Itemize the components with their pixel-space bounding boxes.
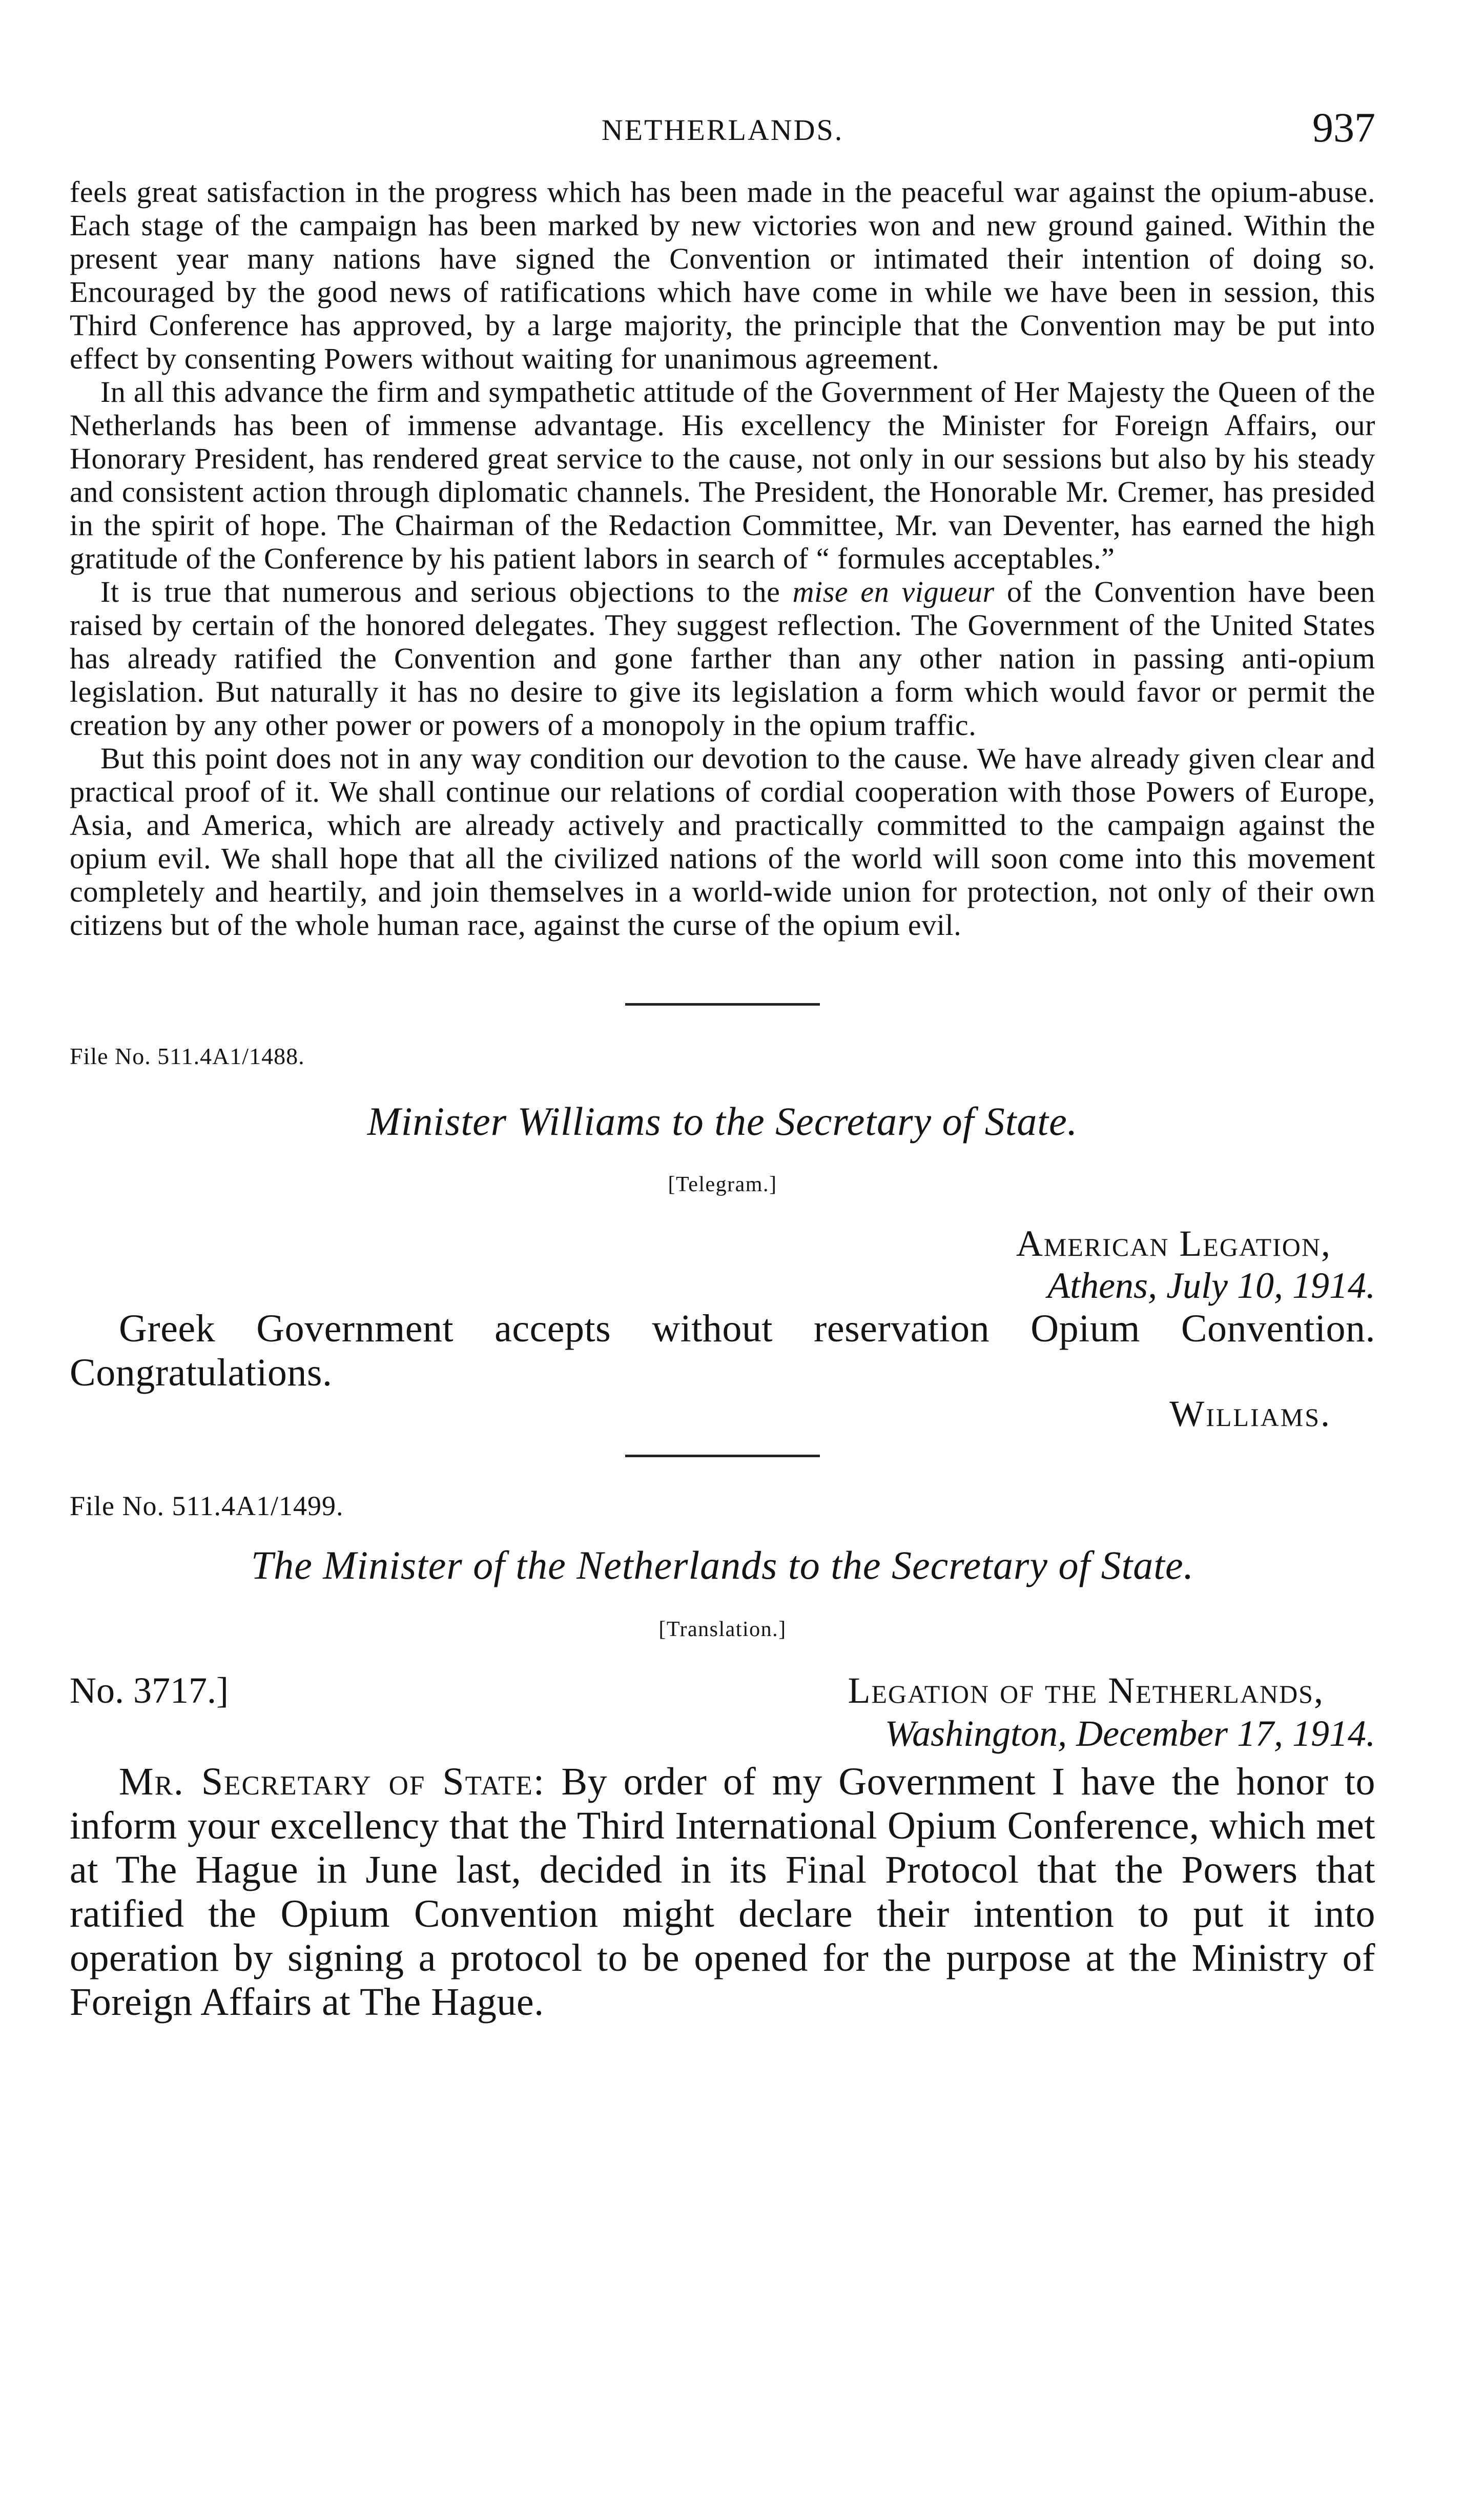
- washington-date: Washington, December 17, 1914.: [884, 1713, 1375, 1754]
- continuation-text: [70, 175, 1375, 942]
- paragraph-3-start: It is true that numerous and serious objections to the: [100, 575, 793, 608]
- paragraph-3: [70, 575, 1375, 742]
- legation-name: Legation of the Netherlands,: [848, 1670, 1324, 1711]
- section-rule: [625, 1003, 820, 1006]
- letter-paragraph: [70, 1760, 1375, 2024]
- dateline-athens: [70, 1222, 1375, 1307]
- place-name: American Legation,: [1016, 1223, 1331, 1264]
- document-heading-williams: Minister Williams to the Secretary of State.: [367, 1099, 1078, 1144]
- paragraph-3-italic-phrase: mise en vigueur: [792, 575, 995, 608]
- letter-text: By order of my Government I have the honor to inform your excellency that the Third International Opium Conference, which met at The Hague in June last, decided in its Final Protocol that the Powers that ratified the Opium Convention might declare their intention to put it into operation by signing a protocol to be opened for the purpose at the Ministry of Foreign Affairs at The Hague.: [70, 1760, 1375, 2024]
- telegram-text: Greek Government accepts without reservation Opium Convention. Congratulations.: [70, 1307, 1375, 1394]
- translation-note: [Translation.]: [658, 1618, 787, 1641]
- page-number: 937: [1312, 104, 1375, 151]
- dateline-washington: [70, 1712, 1375, 1754]
- document-heading-netherlands: The Minister of the Netherlands to the Secretary of State.: [251, 1543, 1194, 1587]
- paragraph-4: But this point does not in any way condition our devotion to the cause. We have already given clear and practical proof of it. We shall continue our relations of cordial cooperation with those Powers of Europe, Asia, and America, which are already actively and practically committed to the campaign against the opium evil. We shall hope that all the civilized nations of the world will soon come into this movement completely and heartily, and join themselves in a world-wide union for protection, not only of their own citizens but of the whole human race, against the curse of the opium evil.: [70, 742, 1375, 942]
- document-number-row: [70, 1669, 1375, 1717]
- paragraph-2: In all this advance the firm and sympathetic attitude of the Government of Her Majesty the Queen of the Netherlands has been of immense advantage. His excellency the Minister for Foreign Affairs, our Honorary President, has rendered great service to the cause, not only in our sessions but also by his steady and consistent action through diplomatic channels. The President, the Honorable Mr. Cremer, has presided in the spirit of hope. The Chairman of the Redaction Committee, Mr. van Deventer, has earned the high gratitude of the Conference by his patient labors in search of “ formules acceptables.”: [70, 375, 1375, 575]
- document-number: No. 3717.]: [70, 1670, 229, 1711]
- page: [70, 97, 1375, 2024]
- letter-body: [70, 1760, 1375, 2024]
- salutation: Mr. Secretary of State:: [119, 1760, 546, 1803]
- telegram-body: [70, 1307, 1375, 1395]
- section-rule-2: [625, 1455, 820, 1457]
- running-head-title: NETHERLANDS.: [601, 113, 844, 147]
- running-head: [70, 97, 1375, 154]
- telegram-note: [Telegram.]: [668, 1173, 777, 1196]
- paragraph-3-end: of the Convention have been raised by certain of the honored delegates. They suggest reflection. The Government of the United States has already ratified the Convention and gone farther than any other nation in passing anti-opium legislation. But naturally it has no desire to give its legislation a form which would favor or permit the creation by any other power or powers of a monopoly in the opium traffic.: [70, 575, 1375, 742]
- signature-williams: Williams.: [1169, 1393, 1331, 1434]
- file-number-1488: File No. 511.4A1/1488.: [70, 1043, 305, 1069]
- file-number-1499: File No. 511.4A1/1499.: [70, 1491, 344, 1521]
- place-date: Athens, July 10, 1914.: [1047, 1265, 1375, 1306]
- paragraph-1: feels great satisfaction in the progress which has been made in the peaceful war against the opium-abuse. Each stage of the campaign has been marked by new victories won and new ground gained. Within the present year many nations have signed the Convention or intimated their intention of doing so. Encouraged by the good news of ratifications which have come in while we have been in session, this Third Conference has approved, by a large majority, the principle that the Convention may be put into effect by consenting Powers without waiting for unanimous agreement.: [70, 175, 1375, 375]
